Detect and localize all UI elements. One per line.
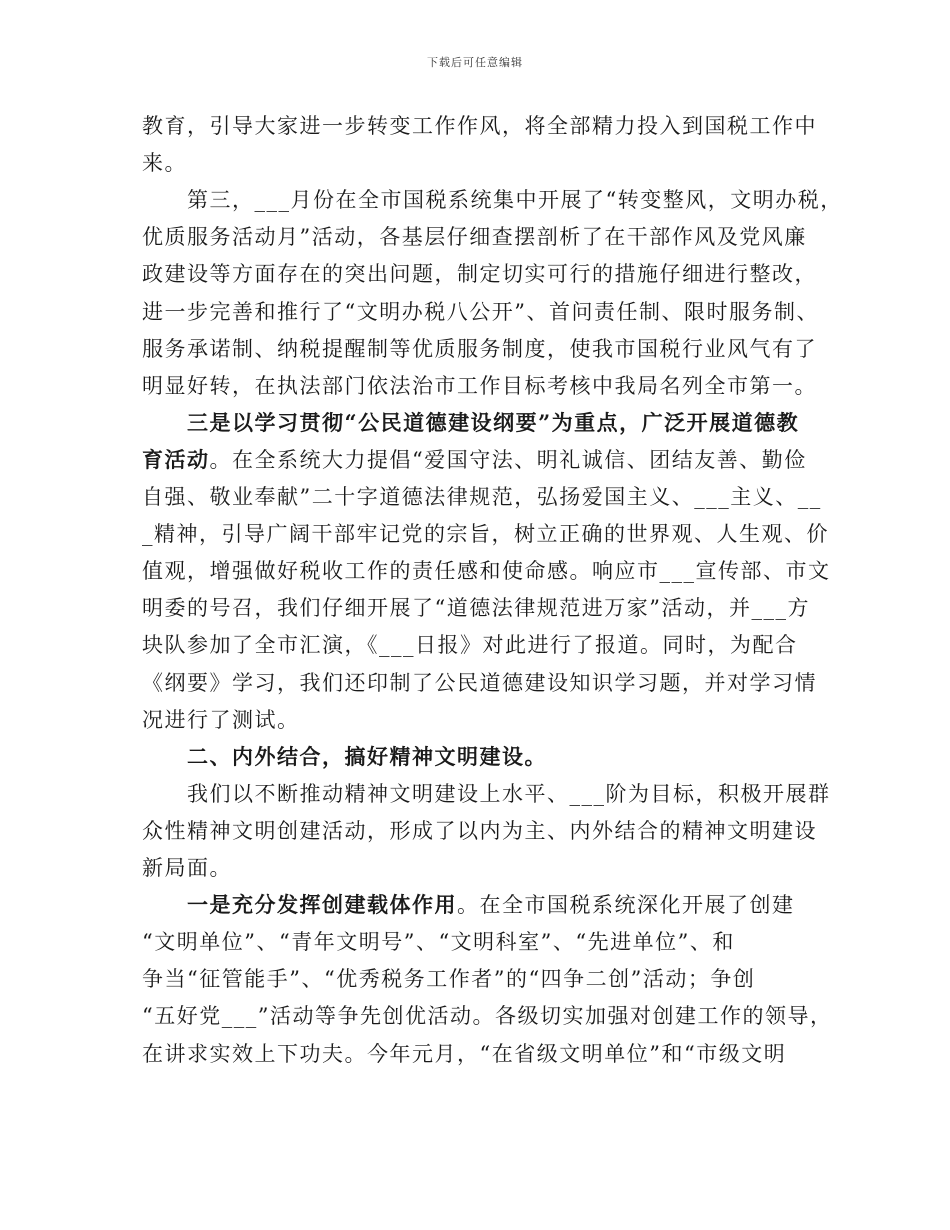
text-segment: 块队参加了全市汇演，《___日报》对此进行了报道。同时，为配合 (142, 633, 798, 658)
text-segment: 《纲要》学习，我们还印制了公民道德建设知识学习题，并对学习情 (142, 670, 817, 695)
text-line (142, 893, 795, 917)
text-line (142, 930, 735, 954)
text-segment: 值观，增强做好税收工作的责任感和使命感。响应市___宣传部、市文 (142, 559, 831, 584)
text-line (142, 1042, 786, 1066)
text-segment: 。在全系统大力提倡“爱国守法、明礼诚信、团结友善、勤俭 (209, 447, 807, 472)
text-segment: 进一步完善和推行了“文明办税八公开”、首问责任制、限时服务制、 (142, 299, 819, 324)
text-line (142, 262, 817, 286)
text-line (142, 671, 817, 695)
text-segment: 在讲求实效上下功夫。今年元月，“在省级文明单位”和“市级文明 (142, 1041, 787, 1066)
text-segment: 来。 (142, 151, 187, 176)
text-line (142, 188, 843, 212)
text-line (142, 225, 807, 249)
text-line (142, 708, 300, 732)
text-segment: _精神，引导广阔干部牢记党的宗旨，树立正确的世界观、人生观、价 (142, 522, 829, 547)
text-line (142, 522, 829, 546)
text-line (142, 411, 799, 435)
text-segment: 。在全市国税系统深化开展了创建 (457, 893, 795, 918)
text-line (142, 596, 810, 620)
text-line (142, 967, 755, 991)
text-segment: 新局面。 (142, 856, 232, 880)
text-segment: 政建设等方面存在的突出问题，制定切实可行的措施仔细进行整改， (142, 262, 817, 287)
text-line (142, 374, 817, 398)
text-segment: 明显好转，在执法部门依法治市工作目标考核中我局名列全市第一。 (142, 373, 817, 398)
text-segment: 服务承诺制、纳税提醒制等优质服务制度，使我市国税行业风气有了 (142, 336, 817, 361)
text-line (142, 633, 798, 657)
text-line (142, 114, 817, 138)
text-segment: “文明单位”、“青年文明号”、“文明科室”、“先进单位”、和 (142, 930, 735, 955)
text-line (142, 819, 817, 843)
text-line (142, 782, 831, 806)
text-line (142, 485, 822, 509)
text-segment: 自强、敬业奉献”二十字道德法律规范，弘扬爱国主义、___主义、__ (142, 485, 822, 509)
text-segment: “五好党___”活动等争先创优活动。各级切实加强对创建工作的领导， (142, 1004, 833, 1029)
text-line (142, 337, 817, 361)
bold-text-segment: 育活动 (142, 446, 210, 472)
text-segment: 教育，引导大家进一步转变工作作风，将全部精力投入到国税工作中 (142, 114, 817, 138)
text-segment: 优质服务活动月”活动，各基层仔细查摆剖析了在干部作风及党风廉 (142, 225, 807, 250)
text-line (142, 745, 547, 769)
bold-text-segment: 一是充分发挥创建载体作用 (142, 892, 457, 918)
header-note: 下载后可任意编辑 (427, 56, 523, 69)
text-line (142, 448, 807, 472)
text-line (142, 856, 232, 880)
text-line (142, 151, 187, 175)
text-segment: 我们以不断推动精神文明建设上水平、___阶为目标，积极开展群 (142, 781, 831, 806)
text-line (142, 559, 831, 583)
text-segment: 况进行了测试。 (142, 707, 300, 732)
text-segment: 众性精神文明创建活动，形成了以内为主、内外结合的精神文明建设 (142, 818, 817, 843)
text-segment: 第三，___月份在全市国税系统集中开展了“转变整风，文明办税， (142, 188, 843, 213)
text-line (142, 300, 819, 324)
text-segment: 争当“征管能手”、“优秀税务工作者”的“四争二创”活动；争创 (142, 967, 756, 992)
bold-text-segment: 二、内外结合，搞好精神文明建设。 (142, 743, 547, 769)
bold-text-segment: 三是以学习贯彻“公民道德建设纲要”为重点，广泛开展道德教 (142, 409, 800, 435)
text-line (142, 1004, 832, 1028)
text-segment: 明委的号召，我们仔细开展了“道德法律规范进万家”活动，并___方 (142, 596, 810, 621)
